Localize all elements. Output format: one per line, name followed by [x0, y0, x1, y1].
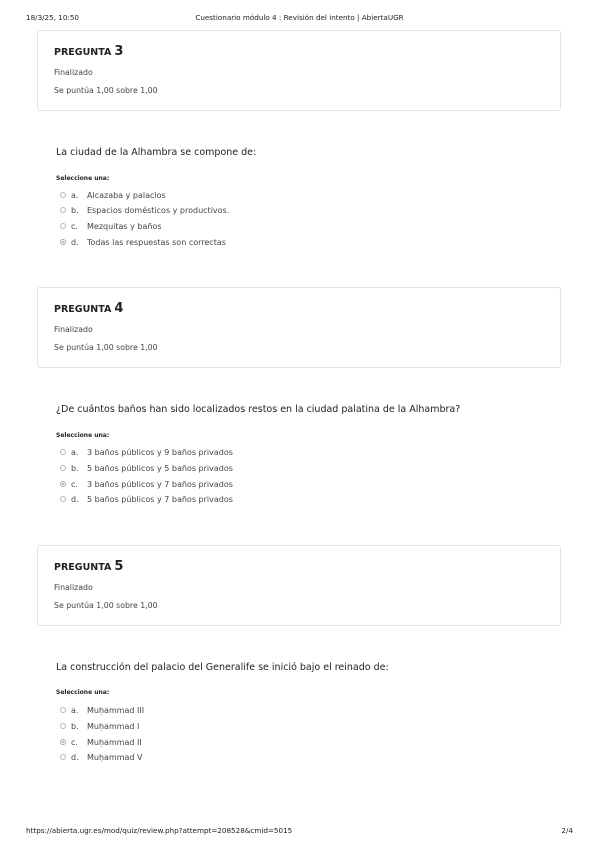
- radio-button-checked[interactable]: [60, 239, 66, 245]
- answer-letter: a.: [71, 191, 79, 200]
- answer-letter: d.: [71, 753, 79, 762]
- answer-option[interactable]: [60, 722, 139, 734]
- answer-option[interactable]: [60, 222, 162, 234]
- answer-option[interactable]: [60, 206, 229, 218]
- question-state: Finalizado: [54, 325, 93, 334]
- answer-prompt: Seleccione una:: [56, 175, 110, 182]
- answer-option[interactable]: [60, 448, 233, 460]
- question-label: [54, 559, 123, 574]
- answer-option-selected[interactable]: [60, 238, 226, 250]
- answer-text: Todas las respuestas son correctas: [87, 238, 226, 247]
- answer-option-selected[interactable]: [60, 480, 233, 492]
- answer-option-selected[interactable]: [60, 738, 142, 750]
- question-label: [54, 44, 123, 59]
- answer-letter: a.: [71, 448, 79, 457]
- radio-button[interactable]: [60, 192, 66, 198]
- print-header: [0, 13, 599, 25]
- question-number: 4: [114, 301, 124, 316]
- radio-button[interactable]: [60, 707, 66, 713]
- answer-letter: c.: [71, 480, 78, 489]
- radio-button[interactable]: [60, 754, 66, 760]
- question-state: Finalizado: [54, 68, 93, 77]
- radio-button[interactable]: [60, 465, 66, 471]
- print-datetime: 18/3/25, 10:50: [26, 13, 79, 22]
- answer-letter: d.: [71, 238, 79, 247]
- answer-letter: b.: [71, 464, 79, 473]
- radio-button[interactable]: [60, 207, 66, 213]
- question-label-text: PREGUNTA: [54, 304, 112, 315]
- question-grade: Se puntúa 1,00 sobre 1,00: [54, 601, 158, 610]
- radio-button[interactable]: [60, 723, 66, 729]
- question-info-box: [37, 30, 561, 111]
- radio-button[interactable]: [60, 496, 66, 502]
- question-text: La ciudad de la Alhambra se compone de:: [56, 147, 257, 158]
- answer-letter: b.: [71, 722, 79, 731]
- question-info-box: [37, 287, 561, 368]
- answer-letter: c.: [71, 738, 78, 747]
- answer-text: 3 baños públicos y 9 baños privados: [87, 448, 233, 457]
- answer-text: Muḥammad II: [87, 738, 142, 747]
- print-page-number: 2/4: [561, 826, 573, 835]
- radio-button-checked[interactable]: [60, 739, 66, 745]
- answer-text: 5 baños públicos y 5 baños privados: [87, 464, 233, 473]
- answer-prompt: Seleccione una:: [56, 689, 110, 696]
- print-page-title: Cuestionario módulo 4 : Revisión del intento | AbiertaUGR: [195, 13, 404, 22]
- answer-letter: d.: [71, 495, 79, 504]
- answer-text: 5 baños públicos y 7 baños privados: [87, 495, 233, 504]
- question-label: [54, 301, 123, 316]
- answer-letter: a.: [71, 706, 79, 715]
- answer-text: Muḥammad V: [87, 753, 143, 762]
- question-label-text: PREGUNTA: [54, 562, 112, 573]
- answer-text: Alcazaba y palacios: [87, 191, 166, 200]
- answer-text: Espacios domésticos y productivos.: [87, 206, 230, 215]
- question-number: 3: [114, 44, 124, 59]
- question-label-text: PREGUNTA: [54, 47, 112, 58]
- answer-letter: c.: [71, 222, 78, 231]
- answer-text: 3 baños públicos y 7 baños privados: [87, 480, 233, 489]
- answer-text: Muḥammad III: [87, 706, 145, 715]
- answer-option[interactable]: [60, 706, 144, 718]
- question-text: La construcción del palacio del Generalife se inició bajo el reinado de:: [56, 662, 389, 673]
- answer-option[interactable]: [60, 191, 166, 203]
- question-info-box: [37, 545, 561, 626]
- answer-prompt: Seleccione una:: [56, 432, 110, 439]
- question-grade: Se puntúa 1,00 sobre 1,00: [54, 343, 158, 352]
- answer-text: Muḥammad I: [87, 722, 140, 731]
- answer-option[interactable]: [60, 753, 143, 765]
- radio-button[interactable]: [60, 449, 66, 455]
- question-text: ¿De cuántos baños han sido localizados restos en la ciudad palatina de la Alhambra?: [56, 404, 461, 415]
- question-state: Finalizado: [54, 583, 93, 592]
- answer-letter: b.: [71, 206, 79, 215]
- radio-button-checked[interactable]: [60, 481, 66, 487]
- answer-option[interactable]: [60, 495, 233, 507]
- radio-button[interactable]: [60, 223, 66, 229]
- print-url: https://abierta.ugr.es/mod/quiz/review.php?attempt=208528&cmid=5015: [26, 826, 293, 835]
- question-number: 5: [114, 559, 124, 574]
- answer-text: Mezquitas y baños: [87, 222, 162, 231]
- answer-option[interactable]: [60, 464, 233, 476]
- question-grade: Se puntúa 1,00 sobre 1,00: [54, 86, 158, 95]
